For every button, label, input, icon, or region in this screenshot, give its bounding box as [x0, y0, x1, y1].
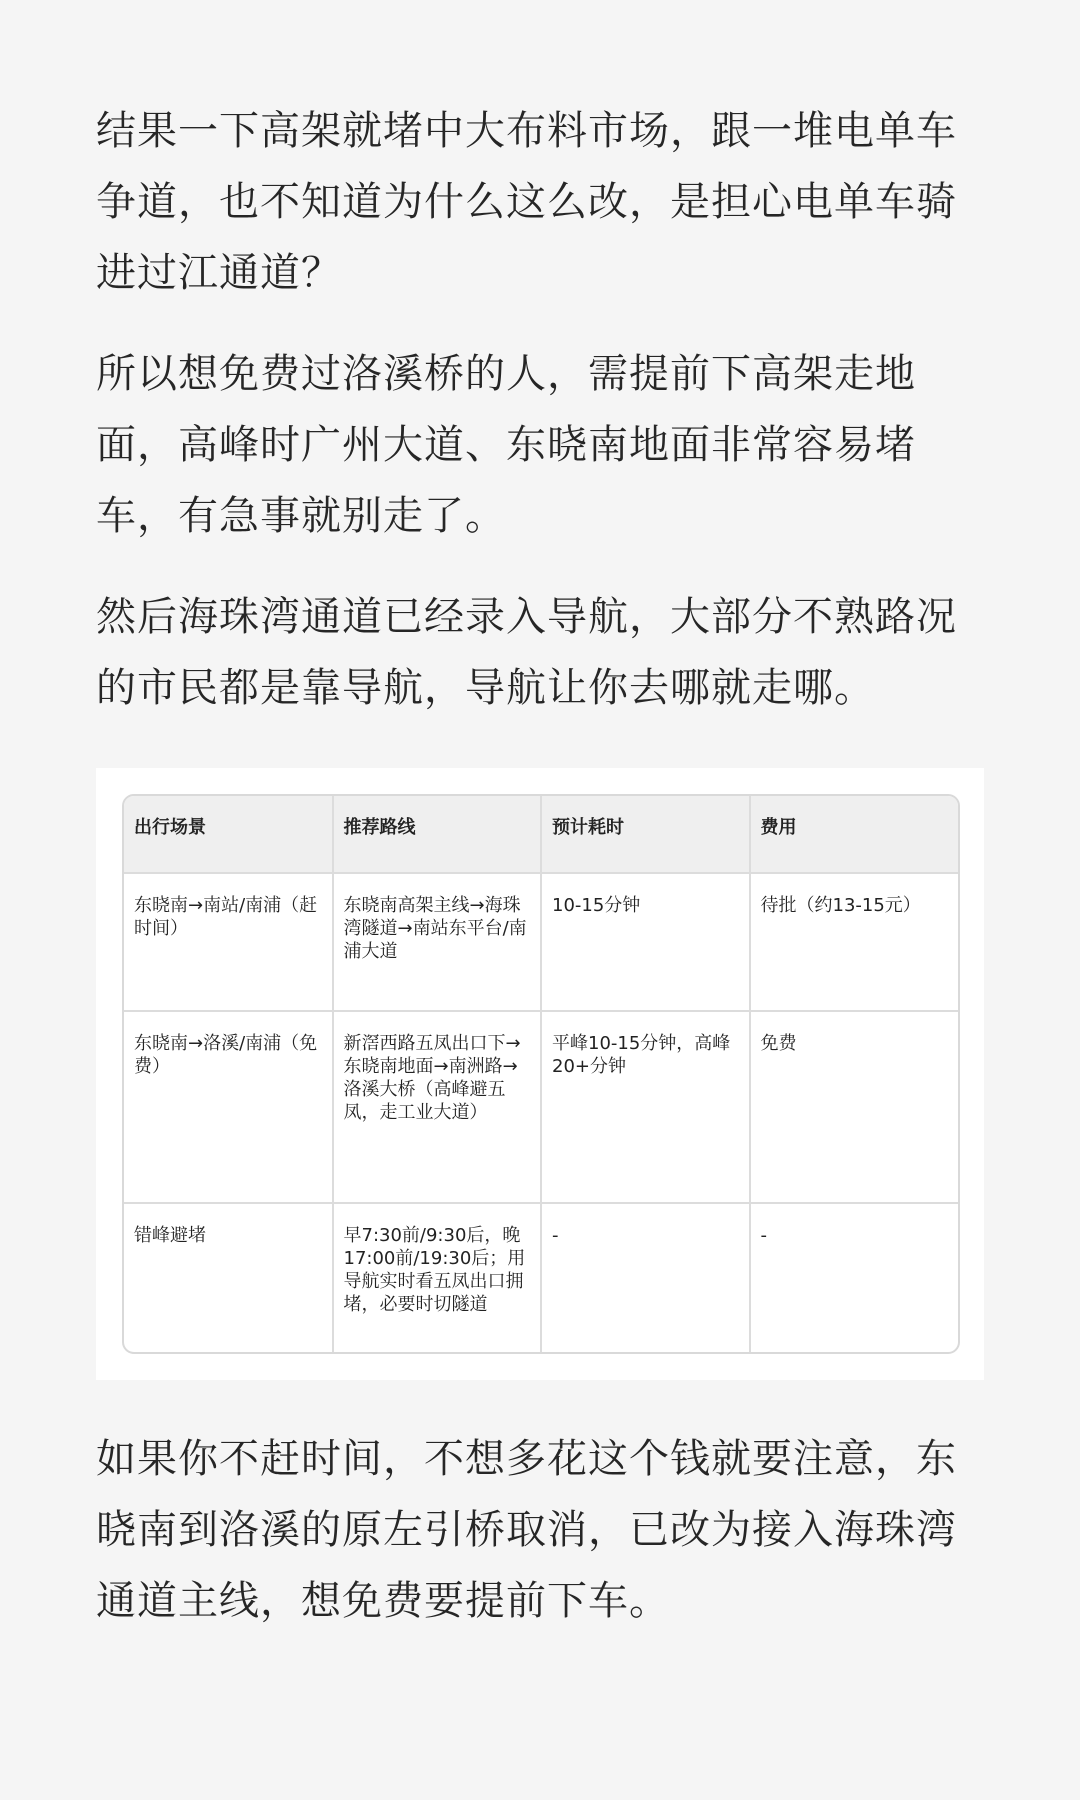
- header-scenario: 出行场景: [124, 796, 333, 873]
- route-table-frame: [122, 794, 960, 1354]
- cell-scenario: 东晓南→洛溪/南浦（免费）: [124, 1011, 333, 1203]
- cell-duration: 10-15分钟: [541, 873, 750, 1011]
- cell-cost: -: [760, 1225, 767, 1246]
- paragraph-1: 结果一下高架就堵中大布料市场，跟一堆电单车争道，也不知道为什么这么改，是担心电单车骑进过江通道？: [96, 108, 957, 296]
- cell-scenario: 东晓南→南站/南浦（赶时间）: [124, 873, 333, 1011]
- table-row: [124, 1203, 958, 1354]
- route-table: [124, 796, 958, 1354]
- header-cost: 费用: [750, 796, 959, 873]
- table-image: [96, 768, 984, 1380]
- paragraph-closing: 如果你不赶时间，不想多花这个钱就要注意，东晓南到洛溪的原左引桥取消，已改为接入海珠湾通道主线，想免费要提前下车。: [96, 1436, 957, 1624]
- table-row: [124, 873, 958, 1011]
- paragraph-3: 然后海珠湾通道已经录入导航，大部分不熟路况的市民都是靠导航，导航让你去哪就走哪。: [96, 594, 957, 711]
- cell-route: 东晓南高架主线→海珠湾隧道→南站东平台/南浦大道: [333, 873, 542, 1011]
- paragraph-2: 所以想免费过洛溪桥的人，需提前下高架走地面，高峰时广州大道、东晓南地面非常容易堵车，有急事就别走了。: [96, 351, 916, 539]
- article-body: [96, 96, 984, 1667]
- header-duration: 预计耗时: [541, 796, 750, 873]
- cell-route: 早7:30前/9:30后，晚17:00前/19:30后；用导航实时看五凤出口拥堵，必要时切隧道: [333, 1203, 542, 1354]
- cell-cost: 待批（约13-15元）: [750, 873, 959, 1011]
- table-header-row: [124, 796, 958, 873]
- cell-scenario: 错峰避堵: [124, 1203, 333, 1354]
- table-row: [124, 1011, 958, 1203]
- cell-route: 新滘西路五凤出口下→东晓南地面→南洲路→洛溪大桥（高峰避五凤，走工业大道）: [333, 1011, 542, 1203]
- cell-cost: 免费: [750, 1011, 959, 1203]
- cell-duration: 平峰10-15分钟，高峰20+分钟: [541, 1011, 750, 1203]
- header-route: 推荐路线: [333, 796, 542, 873]
- cell-duration: -: [541, 1203, 750, 1354]
